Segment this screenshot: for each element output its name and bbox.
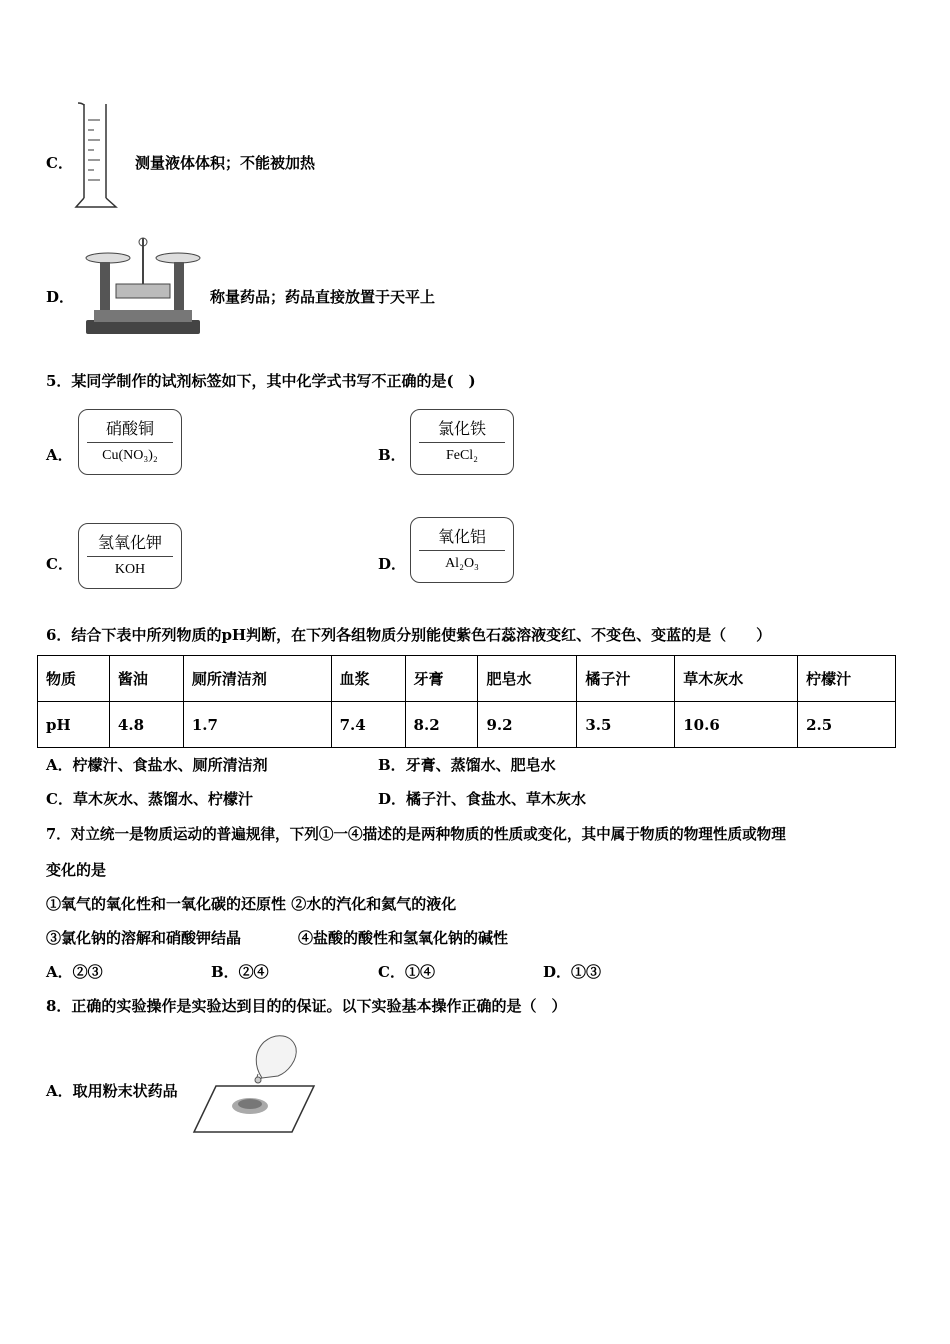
q7-stem-line1: 7．对立统一是物质运动的普遍规律，下列①一④描述的是两种物质的性质或变化，其中属于物质的物理性质或物理 xyxy=(46,826,786,843)
q6-option-b: B．牙膏、蒸馏水、肥皂水 xyxy=(378,756,556,774)
label-name: 氯化铁 xyxy=(419,416,505,443)
row-header: pH xyxy=(38,702,110,748)
table-row-ph xyxy=(38,702,896,748)
table-cell: 牙膏 xyxy=(405,656,478,702)
q8-stem: 8．正确的实验操作是实验达到目的的保证。以下实验基本操作正确的是（ ） xyxy=(46,997,567,1015)
q5-label-b xyxy=(410,409,514,475)
ph-table xyxy=(37,655,896,748)
q8-option-a: A．取用粉末状药品 xyxy=(46,1082,178,1100)
q7-option-c: C．①④ xyxy=(378,963,435,981)
table-cell: 4.8 xyxy=(109,702,183,748)
label-formula: KOH xyxy=(114,562,146,577)
q5-stem: 5．某同学制作的试剂标签如下，其中化学式书写不正确的是( ) xyxy=(46,372,476,390)
table-cell: 10.6 xyxy=(675,702,798,748)
q6-option-a: A．柠檬汁、食盐水、厕所清洁剂 xyxy=(46,756,268,774)
q5-option-b-letter: B． xyxy=(378,446,406,464)
q4-option-c-letter: C． xyxy=(46,154,73,172)
balance-scale-icon xyxy=(80,234,206,338)
table-cell: 柠檬汁 xyxy=(798,656,896,702)
label-formula: Al₂O₃ xyxy=(445,556,479,571)
q5-option-c-letter: C． xyxy=(46,555,73,573)
q5-label-d xyxy=(410,517,514,583)
q7-item-3: ③氯化钠的溶解和硝酸钾结晶 xyxy=(46,929,242,947)
table-cell: 3.5 xyxy=(577,702,675,748)
q6-option-d: D．橘子汁、食盐水、草木灰水 xyxy=(378,790,587,808)
label-name: 氢氧化钾 xyxy=(87,530,173,557)
table-cell: 1.7 xyxy=(183,702,331,748)
q7-item-4: ④盐酸的酸性和氢氧化钠的碱性 xyxy=(298,929,509,947)
label-name: 氧化铝 xyxy=(419,524,505,551)
table-cell: 9.2 xyxy=(478,702,577,748)
q5-option-a-letter: A． xyxy=(46,446,73,464)
q4-option-d-text: 称量药品；药品直接放置于天平上 xyxy=(210,288,436,306)
table-cell: 7.4 xyxy=(331,702,405,748)
q5-label-a xyxy=(78,409,182,475)
q6-option-c: C．草木灰水、蒸馏水、柠檬汁 xyxy=(46,790,253,808)
table-cell: 肥皂水 xyxy=(478,656,577,702)
table-cell: 血浆 xyxy=(331,656,405,702)
q7-stem-line2: 变化的是 xyxy=(46,861,107,879)
q7-option-d: D．①③ xyxy=(543,963,602,981)
table-cell: 橘子汁 xyxy=(577,656,675,702)
table-cell: 酱油 xyxy=(109,656,183,702)
q7-items-line1: ①氧气的氧化性和一氧化碳的还原性 ②水的汽化和氦气的液化 xyxy=(46,895,457,913)
q5-option-d-letter: D． xyxy=(378,555,407,573)
row-header: 物质 xyxy=(38,656,110,702)
q7-option-a: A．②③ xyxy=(46,963,103,981)
label-formula: FeCl₂ xyxy=(445,448,479,463)
q4-option-c-text: 测量液体体积；不能被加热 xyxy=(135,154,316,172)
label-name: 硝酸铜 xyxy=(87,416,173,443)
q6-stem: 6．结合下表中所列物质的pH判断，在下列各组物质分别能使紫色石蕊溶液变红、不变色、变蓝的是（ ） xyxy=(46,626,772,644)
table-cell: 厕所清洁剂 xyxy=(183,656,331,702)
q4-option-d-letter: D． xyxy=(46,288,75,306)
label-formula: Cu(NO₃)₂ xyxy=(102,448,158,463)
table-cell: 2.5 xyxy=(798,702,896,748)
table-cell: 草木灰水 xyxy=(675,656,798,702)
table-cell: 8.2 xyxy=(405,702,478,748)
q7-option-b: B．②④ xyxy=(211,963,269,981)
q5-label-c xyxy=(78,523,182,589)
graduated-cylinder-icon xyxy=(72,100,120,212)
table-row-substance xyxy=(38,656,896,702)
powder-paper-hand-icon xyxy=(192,1026,318,1136)
